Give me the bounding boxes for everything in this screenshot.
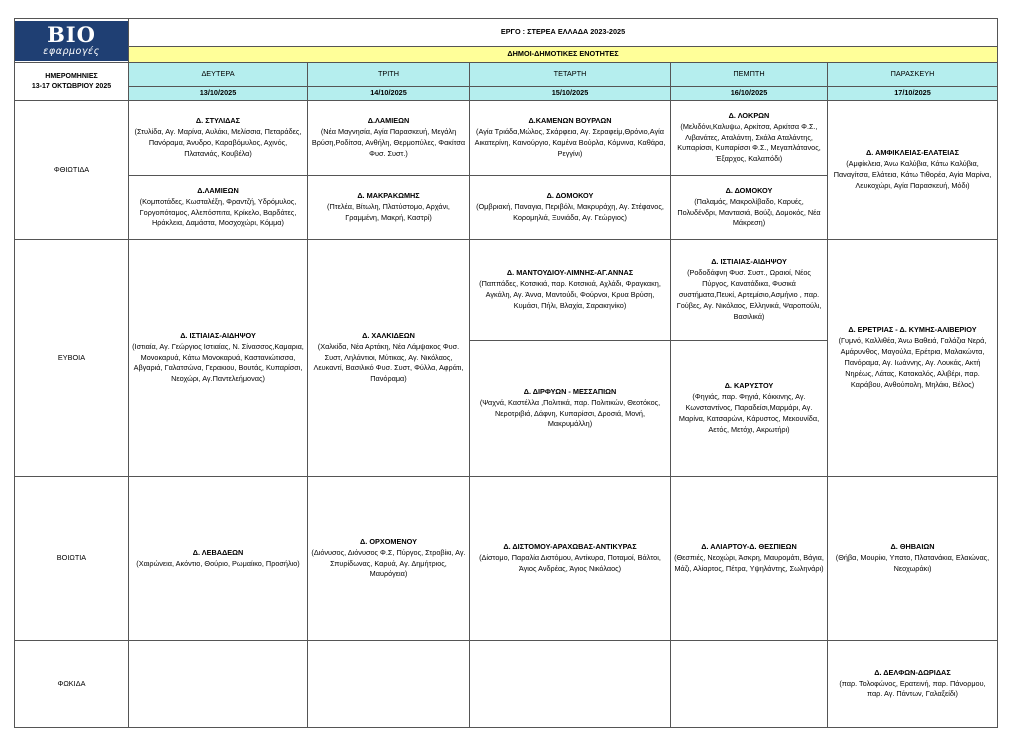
schedule-cell: Δ. ΧΑΛΚΙΔΕΩΝ (Χαλκίδα, Νέα Αρτάκη, Νέα Λάμψακος Φυσ. Συστ, Ληλάντιοι, Μύτικας, Αγ. Νικόλαος, Λευκαντί, Βασιλικό Φυσ. Συστ, Φύλλα, Αφράτι, Πανόραμα) [308, 240, 470, 477]
empty-cell [470, 641, 671, 728]
logo-cell [15, 19, 129, 63]
date-wednesday: 15/10/2025 [470, 87, 671, 101]
region-evoia: ΕΥΒΟΙΑ [15, 240, 129, 477]
schedule-cell: Δ. ΔΕΛΦΩΝ-ΔΩΡΙΔΑΣ (παρ. Τολοφώνος, Ερατεινή, παρ. Πάνορμου, παρ. Αγ. Πάντων, Γαλαξείδι) [828, 641, 998, 728]
project-title: ΕΡΓΟ : ΣΤΕΡΕΑ ΕΛΛΑΔΑ 2023-2025 [129, 19, 998, 47]
schedule-cell: Δ. ΘΗΒΑΙΩΝ (Θήβα, Μουρίκι, Υπατο, Πλατανάκια, Ελαιώνας, Νεοχωράκι) [828, 477, 998, 641]
schedule-cell: Δ. ΔΟΜΟΚΟΥ (Ομβριακή, Παναγια, Περιβόλι, Μακρυράχη, Αγ. Στέφανος, Κορομηλιά, Ξυνιάδα, Αγ. Γεώργιος) [470, 176, 671, 240]
schedule-cell: Δ. ΟΡΧΟΜΕΝΟΥ (Διόνυσος, Διόνυσος Φ.Σ, Πύργος, Στροβίκι, Αγ. Σπυρίδωνας, Καρυά, Αγ. Δημήτριος, Μαυρόγεια) [308, 477, 470, 641]
schedule-cell: Δ. ΙΣΤΙΑΙΑΣ-ΑΙΔΗΨΟΥ (Ιστιαία, Αγ. Γεώργιος Ιστιαίας, Ν. Σίνασσος,Καμαρια, Μονοκαρυά, Κάτω Μονοκαρυά, Καστανιώτισσα, Αβγαριά, Γαλατσώνα, Γερακιου, Βουτάς, Κυπαρίσσι, Νεοχώρι, Αγ.Παντελεήμονας) [129, 240, 308, 477]
schedule-cell: Δ. ΜΑΝΤΟΥΔΙΟΥ-ΛΙΜΝΗΣ-ΑΓ.ΑΝΝΑΣ (Παππάδες, Κοτσικιά, παρ. Κοτσικιά, Αχλάδι, Φραγκακη, Αγκάλη, Αγ. Άννα, Μαντούδι, Φούρνοι, Κρυα Βρύση, Κυμάσι, Πήλι, Βλαχία, Σαρακηνίκο) [470, 240, 671, 341]
day-header-tuesday: ΤΡΙΤΗ [308, 63, 470, 87]
company-logo: BIO εφαρμογές [15, 21, 128, 61]
dates-range: 13-17 ΟΚΤΩΒΡΙΟΥ 2025 [31, 82, 112, 90]
schedule-cell: Δ. ΕΡΕΤΡΙΑΣ - Δ. ΚΥΜΗΣ-ΑΛΙΒΕΡΙΟΥ (Γυμνό, Καλλιθέα, Άνω Βαθειά, Γαλάζια Νερά, Αμάρυνθος, Μαγούλα, Ερέτρια, Μαλακώντα, Πανόραμα, Αγ. Ιωάννης, Αγ. Λουκάς, Ακτή Νηρέως, Λάτας, Κατακαλός, Αλιβέρι, παρ. Καράβου, Ανθούπολη, Μηλάκι, Βέλος) [828, 240, 998, 477]
schedule-cell: Δ. ΜΑΚΡΑΚΩΜΗΣ (Πτελέα, Βίτωλη, Πλατύστομο, Αρχάνι, Γραμμένη, Μακρή, Καστρί) [308, 176, 470, 240]
region-fthiotida: ΦΘΙΩΤΙΔΑ [15, 101, 129, 240]
schedule-cell: Δ. ΛΕΒΑΔΕΩΝ (Χαιρώνεια, Ακόντιο, Θούριο, Ρωμαίικο, Προσήλιο) [129, 477, 308, 641]
schedule-cell: Δ. ΑΜΦΙΚΛΕΙΑΣ-ΕΛΑΤΕΙΑΣ (Αμφίκλεια, Άνω Καλύβια, Κάτω Καλύβια, Παναγίτσα, Ελάτεια, Κάτω Τιθορέα, Αγία Μαρίνα, Λευκοχώρι, Αγία Παρασκευή, Μόδι) [828, 101, 998, 240]
schedule-cell: Δ.ΛΑΜΙΕΩΝ (Κομποτάδες, Κωσταλέξη, Φραντζή, Υδρόμυλος, Γοργοπόταμος, Αλεπόσπιτα, Κρίκελο, Βαρδάτες, Ηράκλεια, Δαμάστα, Μοσχοχώρι, Κόμμα) [129, 176, 308, 240]
schedule-cell: Δ. ΑΛΙΑΡΤΟΥ-Δ. ΘΕΣΠΙΕΩΝ (Θεσπιές, Νεοχώρι, Άσκρη, Μαυρομάτι, Βάγια, Μάζι, Αλίαρτος, Πέτρα, Υψηλάντης, Σωληνάρι) [671, 477, 828, 641]
schedule-cell: Δ. ΔΟΜΟΚΟΥ (Παλαμάς, Μακρολίβαδο, Καρυές, Πολυδένδρι, Μαντασιά, Βούζι, Δομοκός, Νέα Μάκρεση) [671, 176, 828, 240]
region-fokida: ΦΩΚΙΔΑ [15, 641, 129, 728]
day-header-thursday: ΠΕΜΠΤΗ [671, 63, 828, 87]
dates-label: ΗΜΕΡΟΜΗΝΙΕΣ [45, 73, 98, 81]
date-thursday: 16/10/2025 [671, 87, 828, 101]
dates-label-cell [15, 63, 129, 101]
schedule-table [14, 18, 998, 728]
schedule-cell: Δ.ΚΑΜΕΝΩΝ ΒΟΥΡΛΩΝ (Αγία Τριάδα,Μώλος, Σκάρφεια, Αγ. Σεραφείμ,Θρόνιο,Αγία Αικατερίνη, Καινούργιο, Καμένα Βούρλα, Κόμνινα, Καθάρα, Ρεγγίνι) [470, 101, 671, 176]
schedule-cell: Δ. ΔΙΡΦΥΩΝ - ΜΕΣΣΑΠΙΩΝ (Ψαχνά, Καστέλλα ,Πολιτικά, παρ. Πολιτικών, Θεοτόκος, Νεροτριβιά, Δάφνη, Κυπαρίσσι, Δροσιά, Μονή, Μακρυμάλλη) [470, 341, 671, 477]
day-header-wednesday: ΤΕΤΑΡΤΗ [470, 63, 671, 87]
empty-cell [671, 641, 828, 728]
date-tuesday: 14/10/2025 [308, 87, 470, 101]
schedule-cell: Δ. ΣΤΥΛΙΔΑΣ (Στυλίδα, Αγ. Μαρίνα, Αυλάκι, Μελίσσια, Πεταράδες, Πανόραμα, Άνυδρο, Καραβόμυλος, Αχινός, Πλατανιάς, Κουβέλα) [129, 101, 308, 176]
day-header-monday: ΔΕΥΤΕΡΑ [129, 63, 308, 87]
date-monday: 13/10/2025 [129, 87, 308, 101]
schedule-cell: Δ. ΙΣΤΙΑΙΑΣ-ΑΙΔΗΨΟΥ (Ροδοδάφνη Φυσ. Συστ., Ωραιοί, Νέος Πύργος, Κανατάδικα, Φυσικά συστήματα,Πευκί, Αρτεμίσιο,Ασμήνιο , παρ. Γούβες, Αγ. Νικόλαος, Ελληνικά, Ψαροπούλι, Βασιλικά) [671, 240, 828, 341]
region-voiotia: ΒΟΙΩΤΙΑ [15, 477, 129, 641]
schedule-cell: Δ.ΛΑΜΙΕΩΝ (Νέα Μαγνησία, Αγία Παρασκευή, Μεγάλη Βρύση,Ροδίτσα, Ανθήλη, Θερμοπύλες, Φακίτσα Φυσ. Συστ.) [308, 101, 470, 176]
day-header-friday: ΠΑΡΑΣΚΕΥΗ [828, 63, 998, 87]
date-friday: 17/10/2025 [828, 87, 998, 101]
section-subtitle: ΔΗΜΟΙ-ΔΗΜΟΤΙΚΕΣ ΕΝΟΤΗΤΕΣ [129, 47, 998, 63]
schedule-cell: Δ. ΚΑΡΥΣΤΟΥ (Φηγιάς, παρ. Φηγιά, Κόκκινης, Αγ. Κωνσταντίνος, Παραδείσι,Μαρμάρι, Αγ. Μαρίνα, Κατσαρώνι, Κάρυστος, Μεκουνίδα, Αετός, Μετόχι, Ακρωτήρι) [671, 341, 828, 477]
schedule-cell: Δ. ΔΙΣΤΟΜΟΥ-ΑΡΑΧΩΒΑΣ-ΑΝΤΙΚΥΡΑΣ (Δίστομο, Παραλία Διστόμου, Αντίκυρα, Ποταμοί, Βάλτοι, Άγιος Ανδρέας, Άγιος Νικόλαος) [470, 477, 671, 641]
empty-cell [308, 641, 470, 728]
schedule-cell: Δ. ΛΟΚΡΩΝ (Μελιδόνι,Καλυψω, Αρκίτσα, Αρκίτσα Φ.Σ., Λιβανάτες, Αταλάντη, Σκάλα Αταλάντης, Κυπαρίσσι, Κυπαρίσσι Φ.Σ., Μεγαπλάτανος, Έξαρχος, Καλαπόδι) [671, 101, 828, 176]
empty-cell [129, 641, 308, 728]
